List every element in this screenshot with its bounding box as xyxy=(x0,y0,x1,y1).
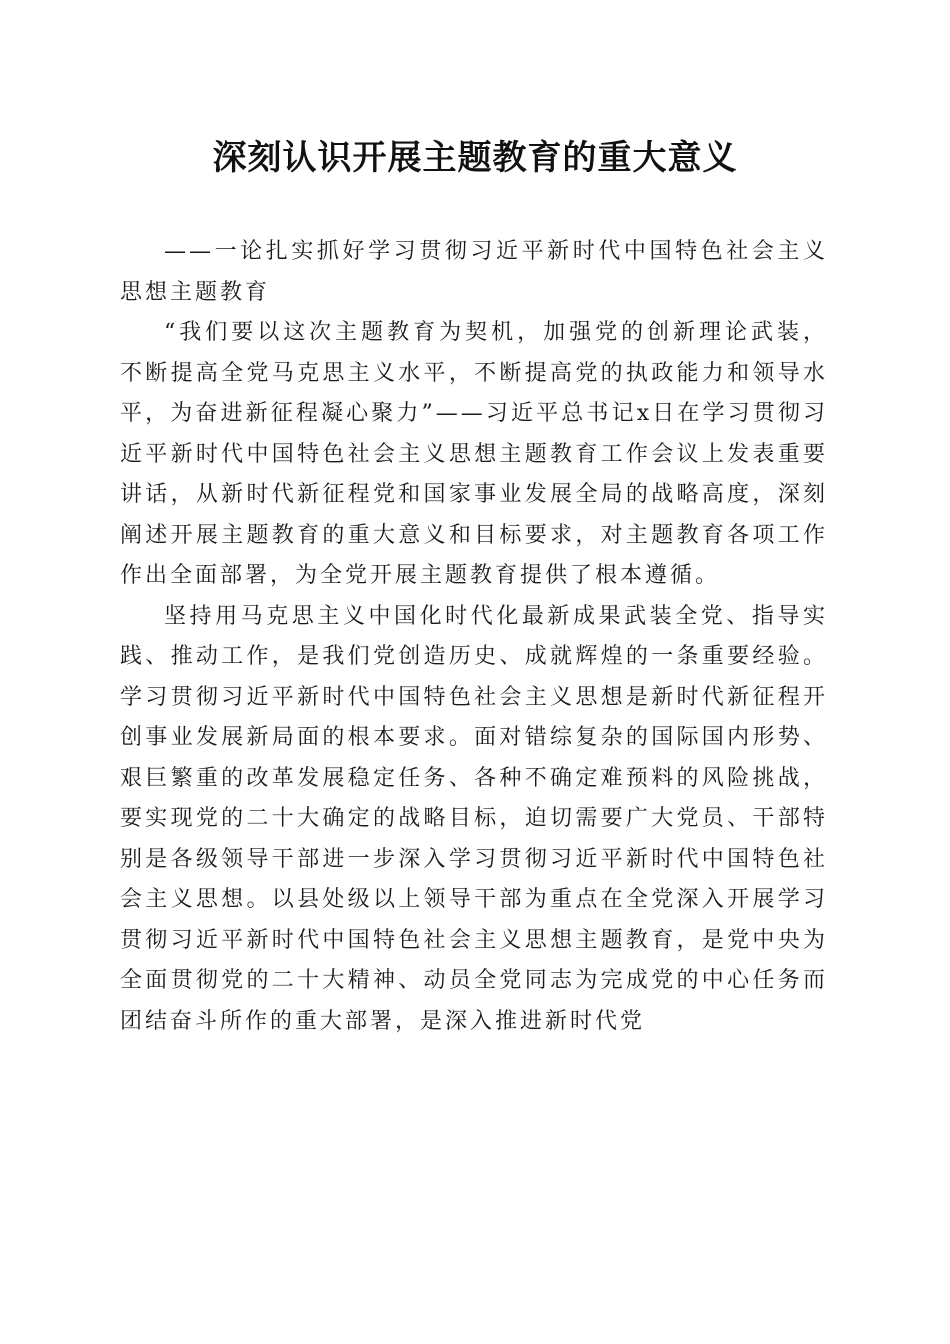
subtitle-paragraph: ——一论扎实抓好学习贯彻习近平新时代中国特色社会主义思想主题教育 xyxy=(120,239,828,305)
document-body xyxy=(120,232,828,1042)
body-paragraph: 坚持用马克思主义中国化时代化最新成果武装全党、指导实践、推动工作，是我们党创造历史、成就辉煌的一条重要经验。学习贯彻习近平新时代中国特色社会主义思想是新时代新征程开创事业发展新局面的根本要求。面对错综复杂的国际国内形势、艰巨繁重的改革发展稳定任务、各种不确定难预料的风险挑战，要实现党的二十大确定的战略目标，迫切需要广大党员、干部特别是各级领导干部进一步深入学习贯彻习近平新时代中国特色社会主义思想。以县处级以上领导干部为重点在全党深入开展学习贯彻习近平新时代中国特色社会主义思想主题教育，是党中央为全面贯彻党的二十大精神、动员全党同志为完成党的中心任务而团结奋斗所作的重大部署，是深入推进新时代党 xyxy=(120,603,828,1034)
document-title: 深刻认识开展主题教育的重大意义 xyxy=(212,138,738,178)
body-paragraph: “我们要以这次主题教育为契机，加强党的创新理论武装，不断提高全党马克思主义水平，不断提高党的执政能力和领导水平，为奋进新征程凝心聚力”——习近平总书记x日在学习贯彻习近平新时代中国特色社会主义思想主题教育工作会议上发表重要讲话，从新时代新征程党和国家事业发展全局的战略高度，深刻阐述开展主题教育的重大意义和目标要求，对主题教育各项工作作出全面部署，为全党开展主题教育提供了根本遵循。 xyxy=(120,320,828,588)
